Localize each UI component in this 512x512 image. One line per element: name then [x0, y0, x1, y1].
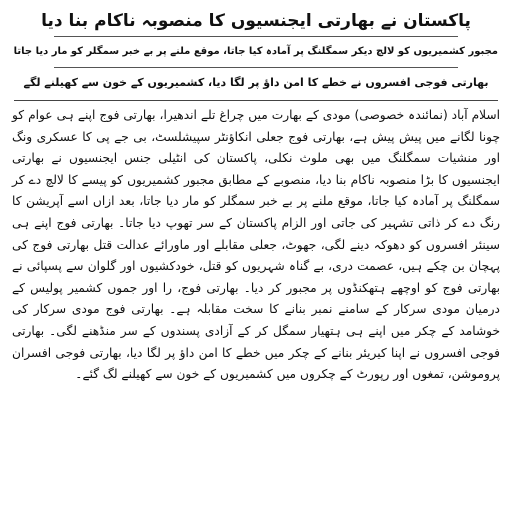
headline-block [14, 6, 498, 101]
article-paragraph: اسلام آباد (نمائندہ خصوصی) مودی کے بھارت میں چراغ تلے اندھیرا، بھارتی فوج اپنے ہی عوام کو چونا لگانے میں پیش پیش ہے، بھارتی فوج جعلی انکاؤنٹر سپیشلسٹ، بی جے پی کا عسکری ونگ اور منشیات سمگلنگ میں بھی ملوث نکلی، پاکستان کی انٹیلی جنس ایجنسیوں نے بھارتی ایجنسیوں کا بڑا منصوبہ ناکام بنا دیا، منصوبے کے مطابق مجبور کشمیریوں کو پیسے کا لالچ دے کر سمگلنگ پر آمادہ کیا جاتا، موقع ملنے پر بے خبر سمگلر کو مار دیا جاتا، بعد ازاں اسے آپریشن کا رنگ دے کر ذاتی تشہیر کی جاتی اور الزام پاکستان کے سر تھوپ دیا جاتا۔ بھارتی فوج اپنے ہی سینئر افسروں کو دھوکہ دینے لگی، جھوٹ، جعلی مقابلے اور ماورائے عدالت قتل بھارتی فوج کی پہچان بن چکے ہیں، عصمت دری، بے گناہ شہریوں کو قتل، خودکشیوں اور گلوان سے پسپائی نے بھارتی فوج کو اوچھے ہتھکنڈوں پر مجبور کر دیا۔ بھارتی فوج، را اور جموں کشمیر پولیس کے درمیان مودی سرکار کے سامنے نمبر بنانے کا سخت مقابلہ ہے۔ بھارتی فوج مودی سرکار کی خوشامد کے چکر میں اپنے ہی ہتھیار سمگل کر کے آزادی پسندوں کے سر منڈھنے لگی۔ بھارتی فوجی افسروں نے اپنا کیریئر بنانے کے چکر میں خطے کا امن داؤ پر لگا دیا، بھارتی فوجی افسران پروموشن، تمغوں اور رپورٹ کے چکروں میں کشمیریوں کے خون سے کھیلنے لگ گئے۔ [12, 108, 500, 382]
sub-headline-2: بھارتی فوجی افسروں نے خطے کا امن داؤ پر لگا دیا، کشمیریوں کے خون سے کھیلنے لگے [23, 76, 489, 89]
article-body [12, 105, 500, 386]
main-headline: پاکستان نے بھارتی ایجنسیوں کا منصوبہ ناکام بنا دیا [41, 11, 471, 31]
sub-headline-1: مجبور کشمیریوں کو لالچ دیکر سمگلنگ پر آمادہ کیا جاتا، موقع ملنے پر بے خبر سمگلر کو مار دیا جاتا [14, 46, 498, 57]
